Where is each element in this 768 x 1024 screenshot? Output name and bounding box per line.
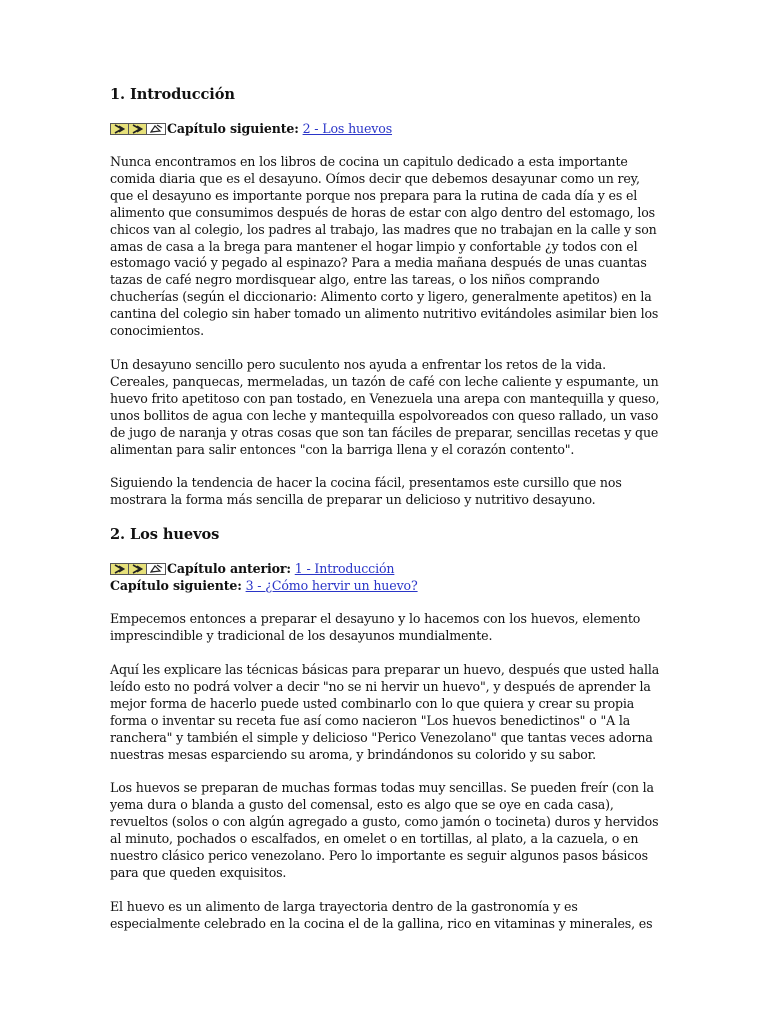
paragraph: Empecemos entonces a preparar el desayuno y lo hacemos con los huevos, elemento imprescindible y tradicional de los desayunos mundialmente.: [110, 611, 641, 644]
document-content: [110, 86, 660, 933]
paragraph: El huevo es un alimento de larga trayectoria dentro de la gastronomía y es especialmente celebrado en la cocina el de la gallina, rico en vitaminas y minerales, es: [110, 898, 653, 931]
section-introduccion: [110, 86, 660, 509]
nav-next-label: Capítulo siguiente:: [110, 578, 242, 594]
paragraph: Los huevos se preparan de muchas formas todas muy sencillas. Se pueden freír (con la yema dura o blanda a gusto del comensal, esto es algo que se oye en cada casa), revueltos (solos o con algún agregado a gusto, como jamón o tocineta) duros y hervidos al minuto, pochados o escalfados, en omelet o en tortillas, al plato, a la cazuela, o en nuestro clásico perico venezolano. Pero lo importante es seguir algunos pasos básicos para que queden exquisitos.: [110, 780, 659, 880]
navigation-arrows-icon[interactable]: [110, 123, 166, 135]
nav-prev-line: [110, 560, 660, 577]
chapter-nav: [110, 120, 660, 137]
nav-next-link[interactable]: 3 - ¿Cómo hervir un huevo?: [245, 578, 418, 594]
chapter-nav: [110, 560, 660, 594]
nav-next-label: Capítulo siguiente:: [167, 121, 299, 136]
nav-prev-label: Capítulo anterior:: [167, 561, 291, 577]
paragraph: Aquí les explicare las técnicas básicas para preparar un huevo, después que usted halla leído esto no podrá volver a decir "no se ni hervir un huevo", y después de aprender la mejor forma de hacerlo puede usted combinarlo con lo que quiera y crear su propia forma o inventar su receta fue así como nacieron "Los huevos benedictinos" o "A la ranchera" y también el simple y delicioso "Perico Venezolano" que tantas veces adorna nuestras mesas esparciendo su aroma, y brindándonos su colorido y su sabor.: [110, 662, 660, 762]
paragraph: Siguiendo la tendencia de hacer la cocina fácil, presentamos este cursillo que nos mostrara la forma más sencilla de preparar un delicioso y nutritivo desayuno.: [110, 475, 622, 508]
navigation-arrows-icon[interactable]: [110, 563, 166, 575]
nav-next-line: [110, 120, 660, 137]
nav-prev-link[interactable]: 1 - Introducción: [294, 561, 395, 577]
section-heading: 1. Introducción: [110, 86, 235, 103]
section-heading: 2. Los huevos: [110, 526, 220, 544]
nav-next-line: [110, 577, 660, 594]
paragraph: Nunca encontramos en los libros de cocina un capitulo dedicado a esta importante comida diaria que es el desayuno. Oímos decir que debemos desayunar como un rey, que el desayuno es importante porque nos prepara para la rutina de cada día y es el alimento que consumimos después de horas de estar con algo dentro del estomago, los chicos van al colegio, los padres al trabajo, las madres que no trabajan en la calle y son amas de casa a la brega para mantener el hogar limpio y confortable ¿y todos con el estomago vació y pegado al espinazo? Para a media mañana después de unas cuantas tazas de café negro mordisquear algo, entre las tareas, o los niños comprando chucherías (según el diccionario: Alimento corto y ligero, generalmente apetitos) en la cantina del colegio sin haber tomado un alimento nutritivo evitándoles asimilar bien los conocimientos.: [110, 154, 659, 339]
paragraph: Un desayuno sencillo pero suculento nos ayuda a enfrentar los retos de la vida. Cereales, panquecas, mermeladas, un tazón de café con leche caliente y espumante, un huevo frito apetitoso con pan tostado, en Venezuela una arepa con mantequilla y queso, unos bollitos de agua con leche y mantequilla espolvoreados con queso rallado, un vaso de jugo de naranja y otras cosas que son tan fáciles de preparar, sencillas recetas y que alimentan para salir entonces "con la barriga llena y el corazón contento".: [110, 356, 660, 457]
section-los-huevos: [110, 526, 660, 933]
nav-next-link[interactable]: 2 - Los huevos: [302, 121, 393, 136]
